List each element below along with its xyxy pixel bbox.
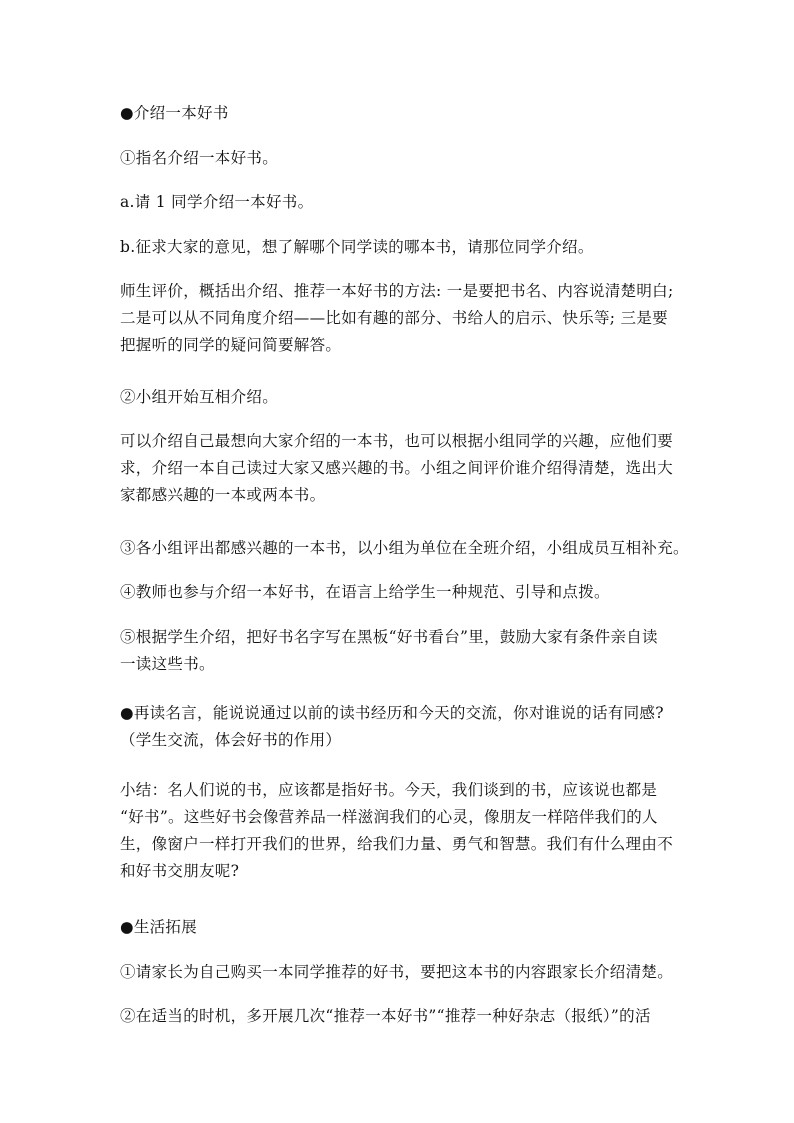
text-line: 和好书交朋友呢?	[120, 862, 240, 880]
step-1b-paragraph	[120, 234, 680, 261]
group-intro-paragraph	[120, 428, 680, 509]
step-2-paragraph	[120, 384, 680, 411]
text-line: ②在适当的时机，多开展几次“推荐一本好书”“推荐一种好杂志（报纸）”的活	[120, 1007, 651, 1025]
text-line: 二是可以从不同角度介绍——比如有趣的部分、书给人的启示、快乐等; 三是要	[120, 309, 668, 327]
text-line: 生，像窗户一样打开我们的世界，给我们力量、勇气和智慧。我们有什么理由不	[120, 835, 674, 853]
section-heading-reread	[120, 700, 680, 754]
step-5-paragraph	[120, 624, 680, 678]
step-3-paragraph	[120, 535, 689, 562]
text-line: 可以介绍自己最想向大家介绍的一本书，也可以根据小组同学的兴趣，应他们要	[120, 432, 674, 450]
step-1-paragraph	[120, 145, 680, 172]
text-line: ⑤根据学生介绍，把好书名字写在黑板“好书看台”里，鼓励大家有条件亲自读	[120, 628, 658, 646]
step-4-paragraph	[120, 579, 680, 606]
text-line: ●介绍一本好书	[120, 104, 229, 122]
text-line: ●生活拓展	[120, 918, 198, 936]
evaluation-paragraph	[120, 278, 680, 359]
extension-1-paragraph	[120, 959, 680, 986]
text-line: 师生评价，概括出介绍、推荐一本好书的方法: 一是要把书名、内容说清楚明白;	[120, 282, 674, 300]
text-line: ④教师也参与介绍一本好书，在语言上给学生一种规范、引导和点拨。	[120, 583, 610, 601]
text-line: 家都感兴趣的一本或两本书。	[120, 486, 326, 504]
text-line: “好书”。这些好书会像营养品一样滋润我们的心灵，像朋友一样陪伴我们的人	[120, 808, 658, 826]
text-line: 求，介绍一本自己读过大家又感兴趣的书。小组之间评价谁介绍得清楚，选出大	[120, 459, 674, 477]
text-line: ②小组开始互相介绍。	[120, 388, 279, 406]
text-line: 一读这些书。	[120, 655, 215, 673]
text-line: ①指名介绍一本好书。	[120, 149, 279, 167]
extension-2-paragraph	[120, 1003, 680, 1030]
text-line: a.请 1 同学介绍一本好书。	[120, 193, 314, 211]
text-line: 小结：名人们说的书，应该都是指好书。今天，我们谈到的书，应该说也都是	[120, 781, 658, 799]
section-heading-introduce-book	[120, 100, 680, 127]
summary-paragraph	[120, 777, 680, 885]
text-line: b.征求大家的意见，想了解哪个同学读的哪本书，请那位同学介绍。	[120, 238, 594, 256]
text-line: （学生交流，体会好书的作用）	[120, 731, 342, 749]
text-line: ●再读名言，能说说通过以前的读书经历和今天的交流，你对谁说的话有同感?	[120, 704, 664, 722]
text-line: ③各小组评出都感兴趣的一本书，以小组为单位在全班介绍，小组成员互相补充。	[120, 539, 689, 557]
text-line: 把握听的同学的疑问简要解答。	[120, 336, 342, 354]
section-heading-life-extension	[120, 914, 680, 941]
text-line: ①请家长为自己购买一本同学推荐的好书，要把这本书的内容跟家长介绍清楚。	[120, 963, 674, 981]
step-1a-paragraph	[120, 189, 680, 216]
